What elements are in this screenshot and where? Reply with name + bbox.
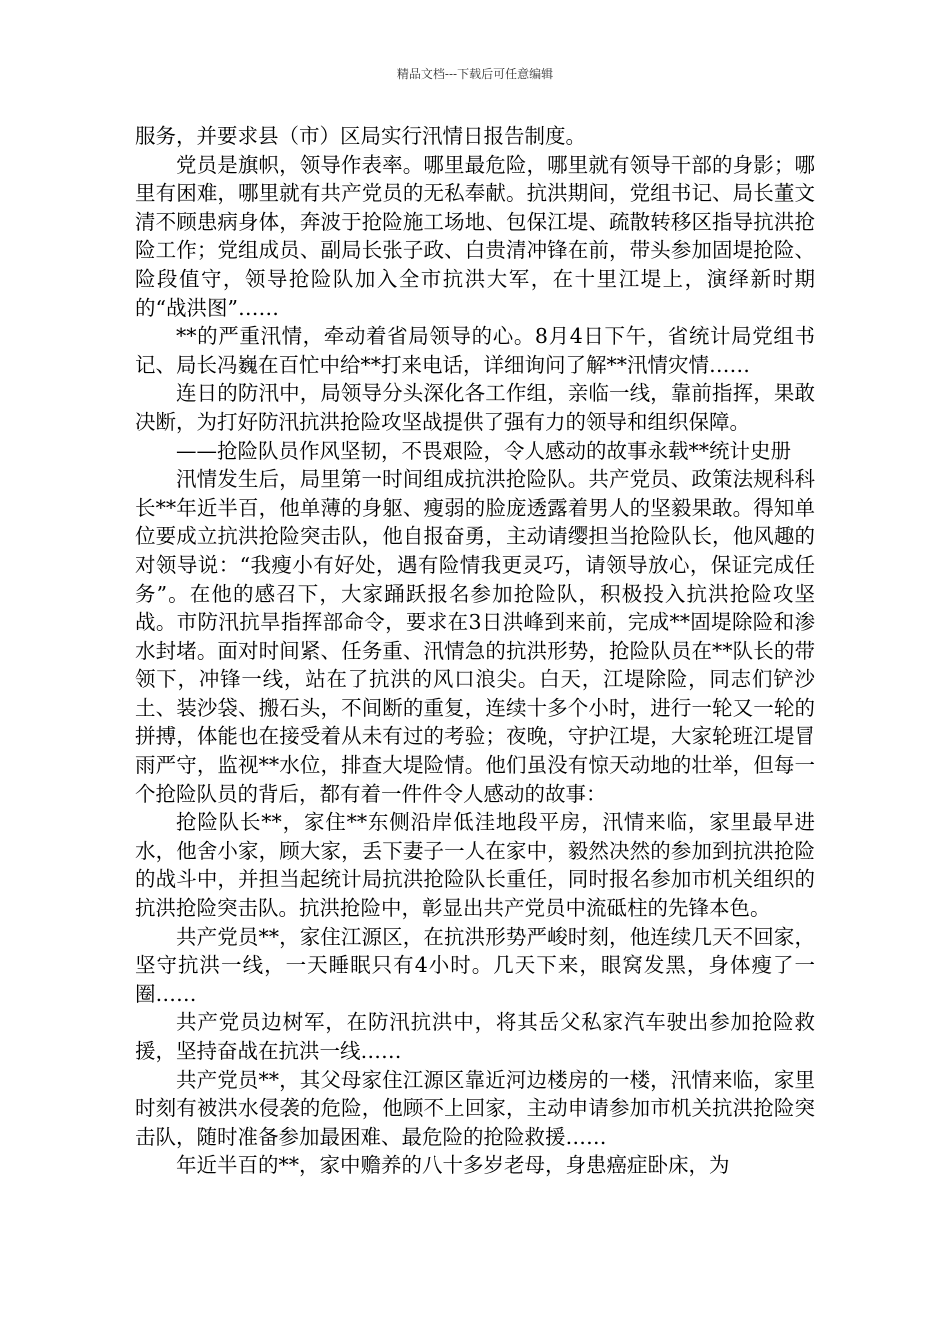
document-body [135,122,815,1180]
page-header: 精品文档---下载后可任意编辑 [396,67,554,81]
paragraph-4: 连日的防汛中，局领导分头深化各工作组，亲临一线，靠前指挥，果敢决断，为打好防汛抗洪抢险攻坚战提供了强有力的领导和组织保障。 [135,381,815,434]
paragraph-9: 共产党员边树军，在防汛抗洪中，将其岳父私家汽车驶出参加抢险救援，坚持奋战在抗洪一线…… [135,1010,815,1063]
paragraph-1: 服务，并要求县（市）区局实行汛情日报告制度。 [135,124,586,148]
paragraph-7: 抢险队长**，家住**东侧沿岸低洼地段平房，汛情来临，家里最早进水，他舍小家，顾大家，丢下妻子一人在家中，毅然决然的参加到抗洪抢险的战斗中，并担当起统计局抗洪抢险队长重任，同时报名参加市机关组织的抗洪抢险突击队。抗洪抢险中，彰显出共产党员中流砥柱的先锋本色。 [135,810,815,921]
paragraph-11: 年近半百的**，家中赡养的八十多岁老母，身患癌症卧床，为 [176,1153,730,1178]
paragraph-8: 共产党员**，家住江源区，在抗洪形势严峻时刻，他连续几天不回家，坚守抗洪一线，一天睡眠只有4小时。几天下来，眼窝发黑，身体瘦了一圈…… [135,924,815,1006]
paragraph-10: 共产党员**，其父母家住江源区靠近河边楼房的一楼，汛情来临，家里时刻有被洪水侵袭的危险，他顾不上回家，主动申请参加市机关抗洪抢险突击队，随时准备参加最困难、最危险的抢险救援…… [135,1067,815,1149]
paragraph-2: 党员是旗帜，领导作表率。哪里最危险，哪里就有领导干部的身影；哪里有困难，哪里就有共产党员的无私奉献。抗洪期间，党组书记、局长董文清不顾患病身体，奔波于抢险施工场地、包保江堤、疏散转移区指导抗洪抢险工作；党组成员、副局长张子政、白贵清冲锋在前，带头参加固堤抢险、险段值守，领导抢险队加入全市抗洪大军，在十里江堤上，演绎新时期的“战洪图”…… [135,152,815,320]
section-heading: ——抢险队员作风坚韧，不畏艰险，令人感动的故事永载**统计史册 [176,438,791,463]
paragraph-6: 汛情发生后，局里第一时间组成抗洪抢险队。共产党员、政策法规科科长**年近半百，他单薄的身躯、瘦弱的脸庞透露着男人的坚毅果敢。得知单位要成立抗洪抢险突击队，他自报奋勇，主动请缨担当抢险队长，他风趣的对领导说：“我瘦小有好处，遇有险情我更灵巧，请领导放心，保证完成任务”。在他的感召下，大家踊跃报名参加抢险队，积极投入抗洪抢险攻坚战。市防汛抗旱指挥部命令，要求在3日洪峰到来前，完成**固堤除险和渗水封堵。面对时间紧、任务重、汛情急的抗洪形势，抢险队员在**队长的带领下，冲锋一线，站在了抗洪的风口浪尖。白天，江堤除险，同志们铲沙土、装沙袋、搬石头，不间断的重复，连续十多个小时，进行一轮又一轮的拼搏，体能也在接受着从未有过的考验；夜晚，守护江堤，大家轮班江堤冒雨严守，监视**水位，排查大堤险情。他们虽没有惊天动地的壮举，但每一个抢险队员的背后，都有着一件件令人感动的故事： [135,467,815,806]
paragraph-3: **的严重汛情，牵动着省局领导的心。8月4日下午，省统计局党组书记、局长冯巍在百忙中给**打来电话，详细询问了解**汛情灾情…… [135,324,815,377]
